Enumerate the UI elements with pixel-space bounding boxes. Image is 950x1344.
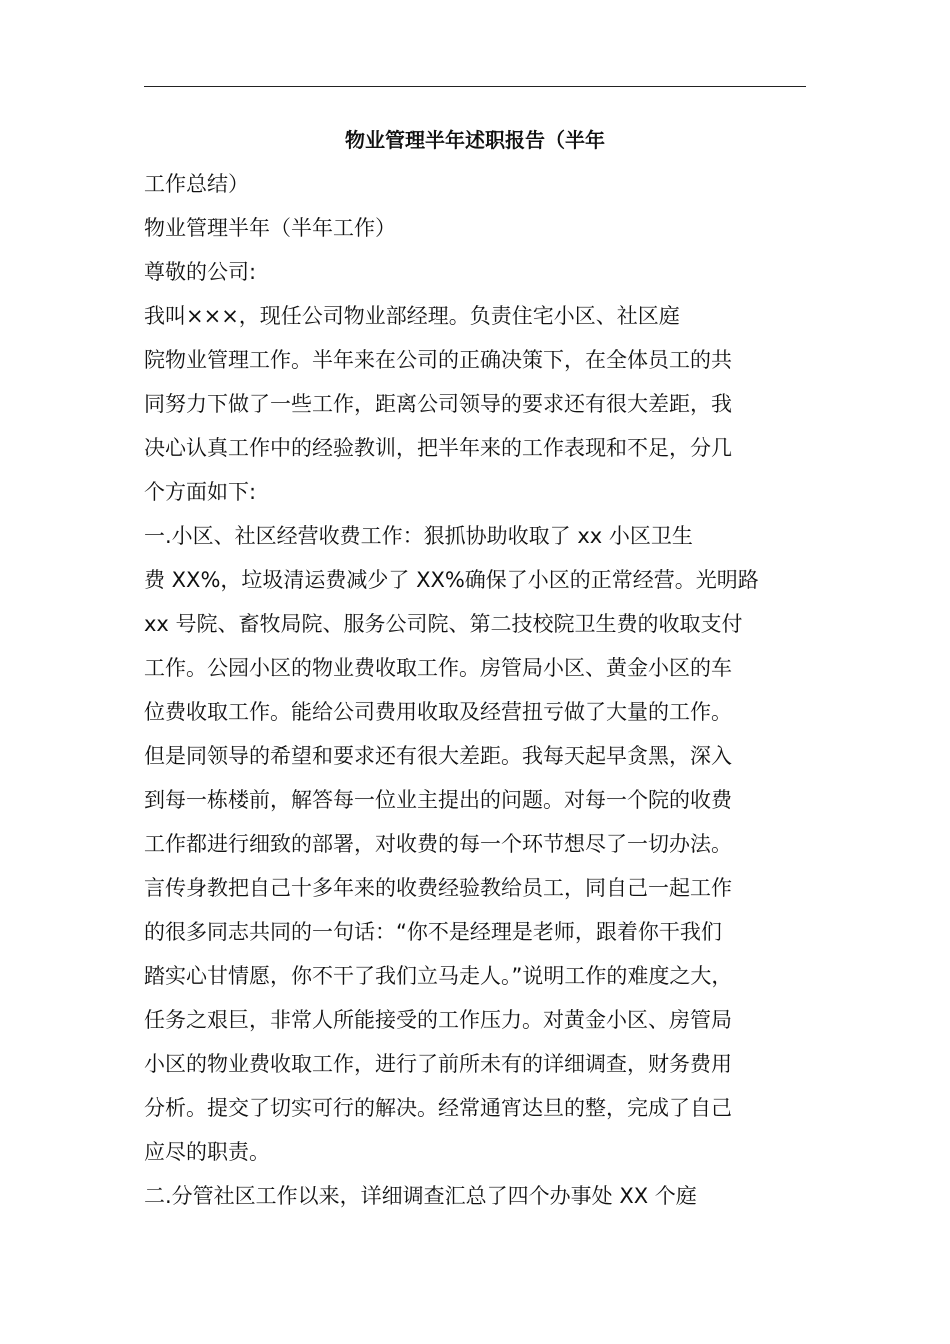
body-line: 小区的物业费收取工作，进行了前所未有的详细调查，财务费用 (144, 1052, 732, 1076)
body-line: 但是同领导的希望和要求还有很大差距。我每天起早贪黑，深入 (144, 744, 732, 768)
body-line: 一.小区、社区经营收费工作：狠抓协助收取了 xx 小区卫生 (144, 524, 693, 548)
body-line: 言传身教把自己十多年来的收费经验教给员工，同自己一起工作 (144, 876, 732, 900)
body-line: 物业管理半年（半年工作） (144, 216, 396, 240)
body-line: 尊敬的公司: (144, 260, 257, 284)
body-line: 任务之艰巨，非常人所能接受的工作压力。对黄金小区、房管局 (144, 1008, 732, 1032)
body-line: 院物业管理工作。半年来在公司的正确决策下，在全体员工的共 (144, 348, 732, 372)
header-rule (144, 86, 806, 87)
body-line: 我叫×××，现任公司物业部经理。负责住宅小区、社区庭 (144, 304, 680, 328)
body-line: 到每一栋楼前，解答每一位业主提出的问题。对每一个院的收费 (144, 788, 732, 812)
body-line: 位费收取工作。能给公司费用收取及经营扭亏做了大量的工作。 (144, 700, 732, 724)
body-line: 工作。公园小区的物业费收取工作。房管局小区、黄金小区的车 (144, 656, 732, 680)
body-line: 分析。提交了切实可行的解决。经常通宵达旦的整，完成了自己 (144, 1096, 732, 1120)
body-line: 二.分管社区工作以来，详细调查汇总了四个办事处 XX 个庭 (144, 1184, 697, 1208)
body-line: xx 号院、畜牧局院、服务公司院、第二技校院卫生费的收取支付 (144, 612, 743, 636)
body-line: 工作总结） (144, 172, 249, 196)
body-line: 的很多同志共同的一句话：“你不是经理是老师，跟着你干我们 (144, 920, 722, 944)
document-title: 物业管理半年述职报告（半年 (345, 128, 605, 152)
body-line: 个方面如下: (144, 480, 257, 504)
body-line: 踏实心甘情愿，你不干了我们立马走人。”说明工作的难度之大， (144, 964, 733, 988)
body-line: 应尽的职责。 (144, 1140, 270, 1164)
body-line: 同努力下做了一些工作，距离公司领导的要求还有很大差距，我 (144, 392, 732, 416)
body-line: 工作都进行细致的部署，对收费的每一个环节想尽了一切办法。 (144, 832, 732, 856)
body-line: 决心认真工作中的经验教训，把半年来的工作表现和不足，分几 (144, 436, 732, 460)
body-line: 费 XX%，垃圾清运费减少了 XX%确保了小区的正常经营。光明路 (144, 568, 759, 592)
